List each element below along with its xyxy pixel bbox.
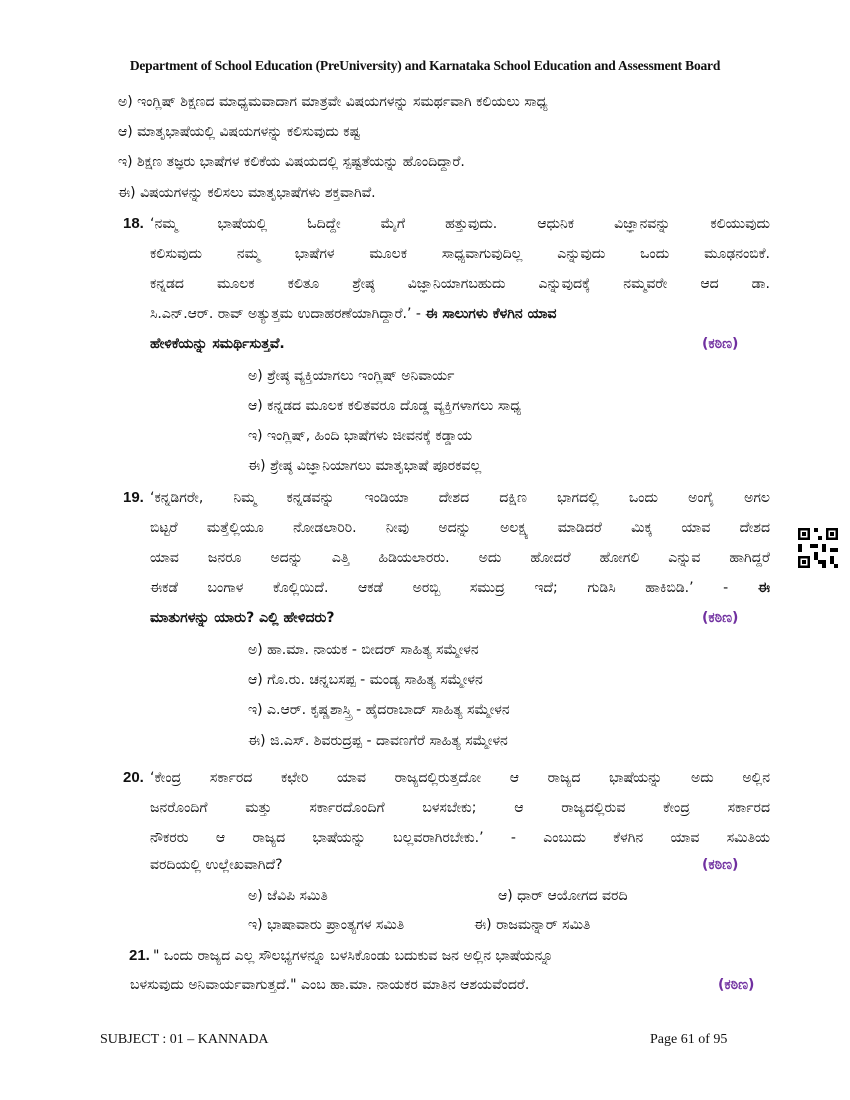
option-c: ಇ) ಇಂಗ್ಲಿಷ್, ಹಿಂದಿ ಭಾಷೆಗಳು ಜೀವನಕ್ಕೆ ಕಡ್ಡಾಯ [248, 428, 473, 444]
question-number: 19. [123, 489, 144, 506]
option-c: ಇ) ಭಾಷಾವಾರು ಪ್ರಾಂತ್ಯಗಳ ಸಮಿತಿ [248, 917, 405, 933]
question-text: ‘ಕೇಂದ್ರ ಸರ್ಕಾರದ ಕಛೇರಿ ಯಾವ ರಾಜ್ಯದಲ್ಲಿರುತ್ತದೋ ಆ ರಾಜ್ಯದ ಭಾಷೆಯನ್ನು ಅದು ಅಲ್ಲಿನ [150, 770, 770, 786]
question-number: 18. [123, 215, 144, 232]
option-b: ಆ) ಕನ್ನಡದ ಮೂಲಕ ಕಲಿತವರೂ ದೊಡ್ಡ ವ್ಯಕ್ತಿಗಳಾಗಲು ಸಾಧ್ಯ [248, 398, 522, 414]
question-text-part: ಸಿ.ಎನ್.ಆರ್. ರಾವ್ ಅತ್ಯುತ್ತಮ ಉದಾಹರಣೆಯಾಗಿದ್ದಾರೆ.’ - [150, 306, 426, 322]
footer-subject: SUBJECT : 01 – KANNADA [100, 1032, 269, 1047]
question-prompt: ಮಾತುಗಳನ್ನು ಯಾರು? ಎಲ್ಲಿ ಹೇಳಿದರು? [150, 610, 335, 626]
question-prompt: ಈ [757, 580, 770, 596]
question-text: ‘ನಮ್ಮ ಭಾಷೆಯಲ್ಲಿ ಓದಿದ್ದೇ ಮೈಗೆ ಹತ್ತುವುದು. ಆಧುನಿಕ ವಿಜ್ಞಾನವನ್ನು ಕಲಿಯುವುದು [150, 216, 770, 232]
option-a: ಅ) ಹಾ.ಮಾ. ನಾಯಕ - ಬೀದರ್ ಸಾಹಿತ್ಯ ಸಮ್ಮೇಳನ [248, 642, 479, 658]
option-d: ಈ) ಜಿ.ಎಸ್. ಶಿವರುದ್ರಪ್ಪ - ದಾವಣಗೆರೆ ಸಾಹಿತ್ಯ ಸಮ್ಮೇಳನ [248, 733, 508, 749]
difficulty-label: (ಕಠಿಣ) [718, 977, 755, 993]
question-text [150, 304, 557, 324]
qr-code [798, 528, 838, 568]
question-text: ಕಲಿಸುವುದು ನಮ್ಮ ಭಾಷೆಗಳ ಮೂಲಕ ಸಾಧ್ಯವಾಗುವುದಿಲ್ಲ ಎನ್ನುವುದು ಒಂದು ಮೂಢನಂಬಿಕೆ. [150, 246, 770, 262]
option-c: ಇ) ಶಿಕ್ಷಣ ತಜ್ಞರು ಭಾಷೆಗಳ ಕಲಿಕೆಯ ವಿಷಯದಲ್ಲಿ ಸ್ಪಷ್ಟತೆಯನ್ನು ಹೊಂದಿದ್ದಾರೆ. [118, 154, 465, 170]
option-b: ಆ) ಧಾರ್ ಆಯೋಗದ ವರದಿ [498, 888, 628, 904]
question-text-part: ಈಕಡೆ ಬಂಗಾಳ ಕೊಲ್ಲಿಯಿದೆ. ಆಕಡೆ ಅರಬ್ಬಿ ಸಮುದ್ರ ಇದೆ; ಗುಡಿಸಿ ಹಾಕಿಬಿಡಿ.’ - [150, 580, 758, 596]
question-text: ಜನರೊಂದಿಗೆ ಮತ್ತು ಸರ್ಕಾರದೊಂದಿಗೆ ಬಳಸಬೇಕು; ಆ ರಾಜ್ಯದಲ್ಲಿರುವ ಕೇಂದ್ರ ಸರ್ಕಾರದ [150, 800, 770, 816]
question-text: ಬಳಸುವುದು ಅನಿವಾರ್ಯವಾಗುತ್ತದೆ." ಎಂಬ ಹಾ.ಮಾ. ನಾಯಕರ ಮಾತಿನ ಆಶಯವೆಂದರೆ. [130, 977, 530, 993]
question-text: ಯಾವ ಜನರೂ ಅದನ್ನು ಎತ್ತಿ ಹಿಡಿಯಲಾರರು. ಅದು ಹೋದರೆ ಹೋಗಲಿ ಎನ್ನುವ ಹಾಗಿದ್ದರೆ [150, 550, 770, 566]
difficulty-label: (ಕಠಿಣ) [702, 610, 739, 626]
question-number: 21. [129, 947, 150, 964]
footer-page-number: Page 61 of 95 [650, 1032, 728, 1047]
question-number: 20. [123, 769, 144, 786]
question-text: " ಒಂದು ರಾಜ್ಯದ ಎಲ್ಲ ಸೌಲಭ್ಯಗಳನ್ನೂ ಬಳಸಿಕೊಂಡು ಬದುಕುವ ಜನ ಅಲ್ಲಿನ ಭಾಷೆಯನ್ನೂ [153, 948, 554, 964]
option-c: ಇ) ಎ.ಆರ್. ಕೃಷ್ಣಶಾಸ್ತ್ರಿ - ಹೈದರಾಬಾದ್ ಸಾಹಿತ್ಯ ಸಮ್ಮೇಳನ [248, 702, 510, 718]
difficulty-label: (ಕಠಿಣ) [702, 336, 739, 352]
question-prompt: ಈ ಸಾಲುಗಳು ಕೆಳಗಿನ ಯಾವ [425, 306, 557, 322]
question-prompt: ಹೇಳಿಕೆಯನ್ನು ಸಮರ್ಥಿಸುತ್ತವೆ. [150, 336, 285, 352]
question-text: ನೌಕರರು ಆ ರಾಜ್ಯದ ಭಾಷೆಯನ್ನು ಬಲ್ಲವರಾಗಿರಬೇಕು.’ - ಎಂಬುದು ಕೆಳಗಿನ ಯಾವ ಸಮಿತಿಯ [150, 830, 770, 846]
option-d: ಈ) ರಾಜಮನ್ನಾರ್ ಸಮಿತಿ [474, 917, 591, 933]
option-b: ಆ) ಮಾತೃಭಾಷೆಯಲ್ಲಿ ವಿಷಯಗಳನ್ನು ಕಲಿಸುವುದು ಕಷ್ಟ [118, 124, 361, 140]
question-text [150, 578, 770, 598]
option-a: ಅ) ಇಂಗ್ಲಿಷ್ ಶಿಕ್ಷಣದ ಮಾಧ್ಯಮವಾದಾಗ ಮಾತ್ರವೇ ವಿಷಯಗಳನ್ನು ಸಮರ್ಥವಾಗಿ ಕಲಿಯಲು ಸಾಧ್ಯ [118, 94, 548, 110]
question-text: ಬಿಟ್ಟರೆ ಮತ್ತೆಲ್ಲಿಯೂ ನೋಡಲಾರಿರಿ. ನೀವು ಅದನ್ನು ಅಲಕ್ಷ್ಯ ಮಾಡಿದರೆ ಮಿಕ್ಕ ಯಾವ ದೇಶದ [150, 520, 770, 536]
option-b: ಆ) ಗೊ.ರು. ಚನ್ನಬಸಪ್ಪ - ಮಂಡ್ಯ ಸಾಹಿತ್ಯ ಸಮ್ಮೇಳನ [248, 672, 483, 688]
option-d: ಈ) ಶ್ರೇಷ್ಠ ವಿಜ್ಞಾನಿಯಾಗಲು ಮಾತೃಭಾಷೆ ಪೂರಕವಲ್ಲ [248, 458, 482, 474]
question-text: ‘ಕನ್ನಡಿಗರೇ, ನಿಮ್ಮ ಕನ್ನಡವನ್ನು ಇಂಡಿಯಾ ದೇಶದ ದಕ್ಷಿಣ ಭಾಗದಲ್ಲಿ ಒಂದು ಅಂಗೈ ಅಗಲ [150, 490, 770, 506]
option-a: ಅ) ಶ್ರೇಷ್ಠ ವ್ಯಕ್ತಿಯಾಗಲು ಇಂಗ್ಲಿಷ್ ಅನಿವಾರ್ಯ [248, 368, 455, 384]
question-text: ವರದಿಯಲ್ಲಿ ಉಲ್ಲೇಖವಾಗಿದೆ? [150, 857, 283, 873]
page-header: Department of School Education (PreUniversity) and Karnataka School Education and Assessment Board [129, 58, 721, 73]
difficulty-label: (ಕಠಿಣ) [702, 857, 739, 873]
option-d: ಈ) ವಿಷಯಗಳನ್ನು ಕಲಿಸಲು ಮಾತೃಭಾಷೆಗಳು ಶಕ್ತವಾಗಿವೆ. [118, 185, 376, 201]
option-a: ಅ) ಜೆವಿಪಿ ಸಮಿತಿ [248, 888, 328, 904]
question-text: ಕನ್ನಡದ ಮೂಲಕ ಕಲಿತೂ ಶ್ರೇಷ್ಠ ವಿಜ್ಞಾನಿಯಾಗಬಹುದು ಎನ್ನುವುದಕ್ಕೆ ನಮ್ಮವರೇ ಆದ ಡಾ. [150, 276, 770, 292]
